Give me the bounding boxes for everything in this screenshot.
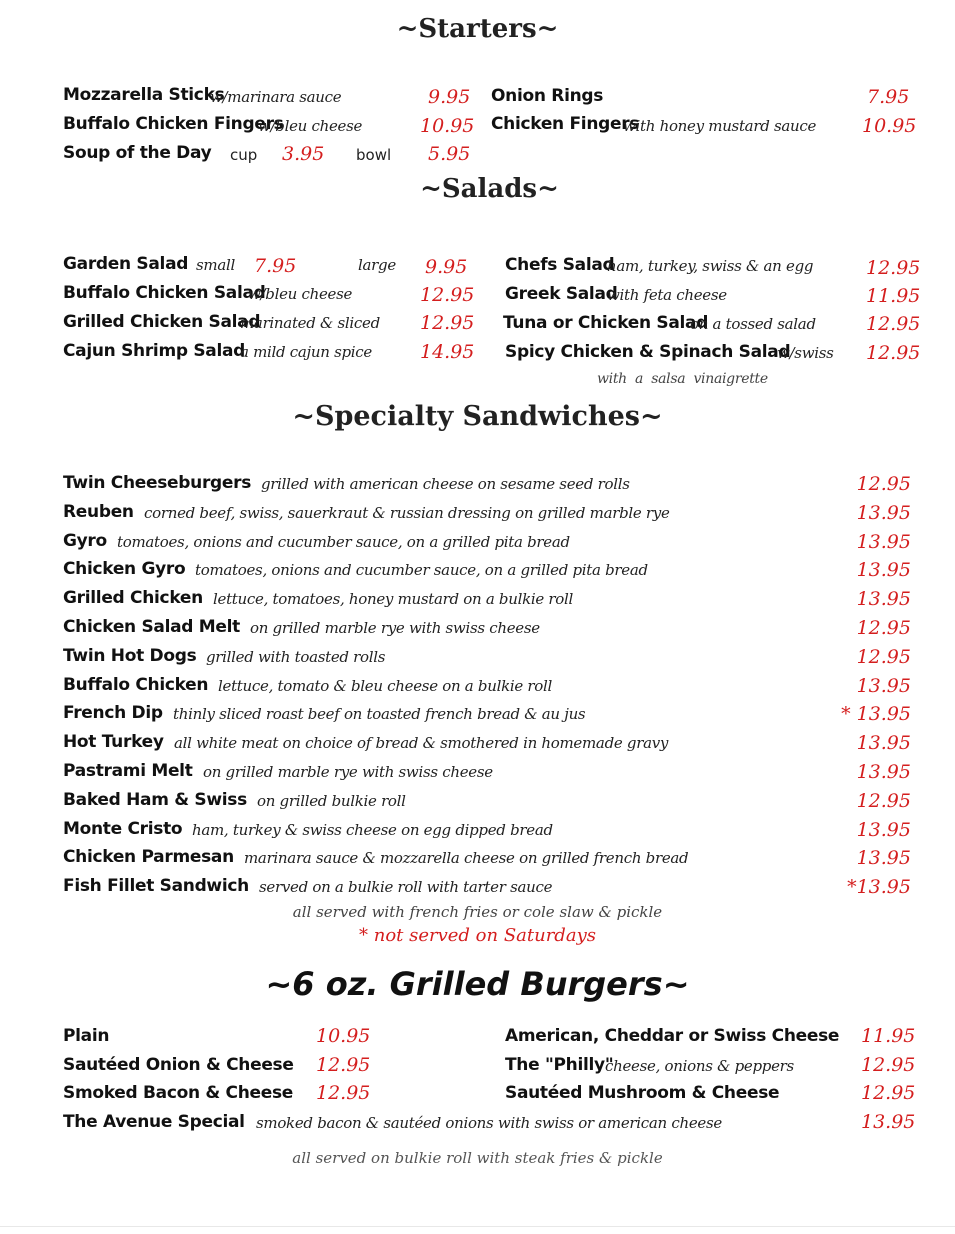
menu-item-price: 12.95 — [316, 1082, 371, 1104]
avenue-special-name: The Avenue Special — [63, 1112, 245, 1132]
sandwich-desc: marinara sauce & mozzarella cheese on grilled french bread — [244, 849, 689, 867]
sandwich-price: 13.95 — [856, 847, 911, 869]
menu-item-name: Sautéed Onion & Cheese — [63, 1055, 294, 1075]
menu-item-name: Spicy Chicken & Spinach Salad — [505, 342, 791, 362]
menu-item-price: 7.95 — [867, 86, 910, 108]
sandwich-price: 12.95 — [856, 646, 911, 668]
sandwich-price: 13.95 — [856, 502, 911, 524]
menu-item-price: 10.95 — [862, 115, 917, 137]
sandwich-name: Chicken Salad Melt — [63, 617, 240, 637]
sandwich-desc: served on a bulkie roll with tarter sauce — [259, 878, 553, 896]
sandwich-desc: all white meat on choice of bread & smothered in homemade gravy — [174, 734, 669, 752]
sandwich-name: Pastrami Melt — [63, 761, 193, 781]
menu-item-desc: a mild cajun spice — [240, 343, 372, 361]
menu-item-name: Cajun Shrimp Salad — [63, 341, 246, 361]
salad-dressing-note: with a salsa vinaigrette — [597, 371, 768, 387]
sandwich-price: 12.95 — [856, 617, 911, 639]
menu-item-price: 12.95 — [420, 312, 475, 334]
sandwich-desc: ham, turkey & swiss cheese on egg dipped bread — [192, 821, 553, 839]
sandwich-name: Fish Fillet Sandwich — [63, 876, 249, 896]
menu-item-price: 12.95 — [866, 313, 921, 335]
menu-item-desc: w/bleu cheese — [258, 117, 363, 135]
menu-item-price: 12.95 — [861, 1054, 916, 1076]
menu-item-name: Chicken Fingers — [491, 114, 640, 134]
sandwiches-served-note: all served with french fries or cole slaw & pickle — [292, 903, 663, 921]
sandwich-desc: on grilled marble rye with swiss cheese — [250, 619, 540, 637]
sandwich-name: Hot Turkey — [63, 732, 164, 752]
menu-item-price: 11.95 — [866, 285, 921, 307]
soup-cup-label: cup — [230, 146, 258, 164]
sandwich-name: Gyro — [63, 531, 107, 551]
sandwich-price: 13.95 — [856, 732, 911, 754]
sandwich-name: French Dip — [63, 703, 163, 723]
sandwich-desc: on grilled bulkie roll — [257, 792, 406, 810]
menu-item-price: 14.95 — [420, 341, 475, 363]
soup-bowl-label: bowl — [356, 146, 392, 164]
sandwich-desc: tomatoes, onions and cucumber sauce, on a grilled pita bread — [195, 561, 648, 579]
sandwich-desc: on grilled marble rye with swiss cheese — [203, 763, 493, 781]
sandwich-desc: grilled with american cheese on sesame seed rolls — [261, 475, 630, 493]
sandwich-desc: corned beef, swiss, sauerkraut & russian dressing on grilled marble rye — [144, 504, 670, 522]
sandwich-name: Monte Cristo — [63, 819, 183, 839]
menu-item-name: Tuna or Chicken Salad — [503, 313, 709, 333]
garden-small-price: 7.95 — [254, 255, 297, 277]
sandwich-desc: lettuce, tomato & bleu cheese on a bulkie roll — [218, 677, 552, 695]
sandwich-price: 13.95 — [856, 675, 911, 697]
menu-item-desc: w/marinara sauce — [210, 88, 342, 106]
burgers-served-note: all served on bulkie roll with steak fries & pickle — [292, 1149, 663, 1167]
garden-salad-name: Garden Salad — [63, 254, 189, 274]
menu-item-desc: marinated & sliced — [240, 314, 380, 332]
menu-item-name: Buffalo Chicken Salad — [63, 283, 266, 303]
sandwich-name: Twin Cheeseburgers — [63, 473, 252, 493]
garden-large-price: 9.95 — [425, 256, 468, 278]
menu-item-name: Onion Rings — [491, 86, 604, 106]
menu-item-desc: w/swiss — [777, 344, 834, 362]
menu-item-name: Buffalo Chicken Fingers — [63, 114, 284, 134]
menu-item-desc: on a tossed salad — [690, 315, 816, 333]
soup-bowl-price: 5.95 — [428, 143, 471, 165]
sandwich-name: Twin Hot Dogs — [63, 646, 197, 666]
soup-name: Soup of the Day — [63, 143, 212, 163]
sandwich-price: 13.95 — [856, 531, 911, 553]
menu-item-price: 12.95 — [861, 1082, 916, 1104]
burgers-title: ~6 oz. Grilled Burgers~ — [265, 965, 690, 1003]
garden-small-label: small — [196, 256, 235, 274]
menu-item-name: Mozzarella Sticks — [63, 85, 225, 105]
soup-cup-price: 3.95 — [282, 143, 325, 165]
menu-item-name: Plain — [63, 1026, 110, 1046]
menu-item-desc: ham, turkey, swiss & an egg — [607, 257, 814, 275]
sandwich-price: 13.95 — [856, 761, 911, 783]
sandwich-name: Chicken Gyro — [63, 559, 186, 579]
menu-item-desc: cheese, onions & peppers — [605, 1057, 794, 1075]
avenue-special-desc: smoked bacon & sautéed onions with swiss or american cheese — [256, 1114, 722, 1132]
starters-title: ~Starters~ — [396, 14, 559, 44]
menu-item-price: 11.95 — [861, 1025, 916, 1047]
sandwich-desc: tomatoes, onions and cucumber sauce, on a grilled pita bread — [117, 533, 570, 551]
sandwich-name: Reuben — [63, 502, 134, 522]
menu-item-price: 12.95 — [866, 257, 921, 279]
sandwich-price: 13.95 — [856, 588, 911, 610]
sandwich-price: 13.95 — [856, 559, 911, 581]
sandwich-name: Chicken Parmesan — [63, 847, 234, 867]
sandwiches-title: ~Specialty Sandwiches~ — [292, 401, 663, 432]
saturday-note: * not served on Saturdays — [359, 925, 596, 946]
sandwich-price: 12.95 — [856, 790, 911, 812]
sandwich-name: Buffalo Chicken — [63, 675, 209, 695]
page-bottom-edge — [0, 1226, 955, 1227]
menu-item-desc: with honey mustard sauce — [623, 117, 817, 135]
menu-item-name: The "Philly" — [505, 1055, 614, 1075]
menu-item-name: Smoked Bacon & Cheese — [63, 1083, 294, 1103]
menu-item-desc: with feta cheese — [607, 286, 727, 304]
menu-item-price: 12.95 — [866, 342, 921, 364]
menu-item-desc: w/bleu cheese — [248, 285, 353, 303]
sandwich-desc: grilled with toasted rolls — [206, 648, 386, 666]
menu-item-name: Chefs Salad — [505, 255, 615, 275]
menu-item-price: 10.95 — [316, 1025, 371, 1047]
sandwich-desc: lettuce, tomatoes, honey mustard on a bulkie roll — [213, 590, 574, 608]
sandwich-name: Baked Ham & Swiss — [63, 790, 247, 810]
sandwich-name: Grilled Chicken — [63, 588, 203, 608]
sandwich-price: *13.95 — [847, 876, 911, 898]
sandwich-desc: thinly sliced roast beef on toasted french bread & au jus — [173, 705, 586, 723]
menu-item-price: 10.95 — [420, 115, 475, 137]
sandwich-price: * 13.95 — [841, 703, 911, 725]
sandwich-price: 13.95 — [856, 819, 911, 841]
menu-item-price: 12.95 — [420, 284, 475, 306]
menu-item-price: 9.95 — [428, 86, 471, 108]
menu-item-price: 12.95 — [316, 1054, 371, 1076]
sandwich-price: 12.95 — [856, 473, 911, 495]
menu-item-name: Greek Salad — [505, 284, 618, 304]
menu-item-name: American, Cheddar or Swiss Cheese — [505, 1026, 840, 1046]
avenue-special-price: 13.95 — [861, 1111, 916, 1133]
salads-title: ~Salads~ — [420, 174, 559, 204]
menu-item-name: Grilled Chicken Salad — [63, 312, 261, 332]
menu-item-name: Sautéed Mushroom & Cheese — [505, 1083, 780, 1103]
garden-large-label: large — [358, 256, 396, 274]
